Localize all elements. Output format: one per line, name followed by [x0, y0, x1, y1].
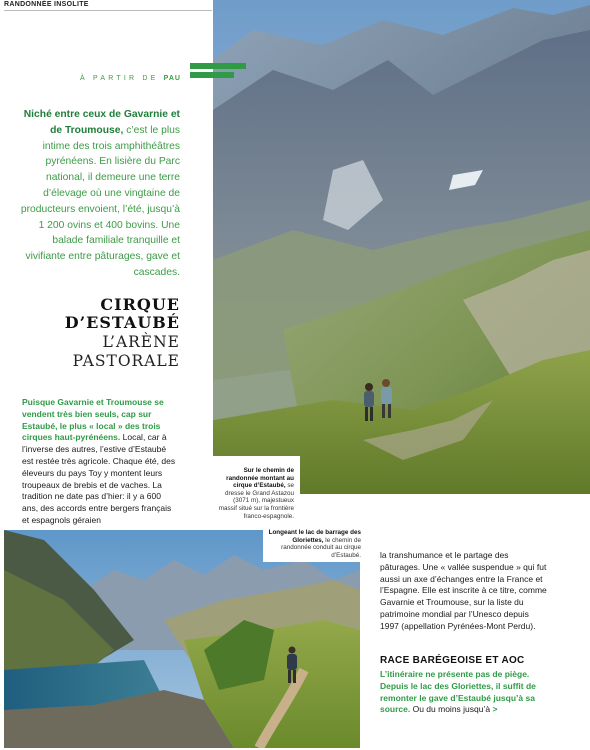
kicker-place: PAU: [163, 75, 181, 82]
lake-caption: [263, 526, 365, 562]
body3-text: Ou du moins jusqu’à: [410, 704, 491, 715]
section-subhead: RACE BARÉGEOISE ET AOC: [380, 655, 525, 666]
body1-text: Local, car à l’inverse des autres, l’estive d’Estaubé est restée très agricole. Chaque été, des éleveurs du pays Toy y montent leurs troupeaux de brebis et de vaches. La tradition ne date pas d’hier: il y a 600 ans, des accords entre bergers français et espagnols géraien: [22, 432, 176, 525]
hero-caption: [213, 456, 300, 528]
body-paragraph-3: [380, 669, 552, 716]
title-line-3: L’ARÈNE: [102, 333, 180, 351]
intro-text: c’est le plus intime des trois amphithéâtres pyrénéens. En lisière du Parc national, il demeure une terre d’élevage où une vingtaine de producteurs envoient, l’été, jusqu’à 1 200 ovins et 400 bovins. Une balade familiale tranquille et vivifiante entre pâturages, gave et cascades.: [20, 124, 180, 278]
intro-lead: Niché entre ceux de Gavarnie et de Troumouse,: [23, 109, 180, 136]
body-paragraph-1: [22, 397, 176, 527]
section-rubric: RANDONNÉE INSOLITE: [4, 1, 89, 8]
kicker-prefix: À PARTIR DE: [80, 75, 159, 82]
title-line-4: PASTORALE: [72, 352, 180, 370]
article-title: [20, 296, 180, 370]
body-paragraph-2: la transhumance et le partage des pâturages. Une « vallée suspendue » qui fut aussi un axe d’échanges entre la France et l’Espagne. Elle est inscrite à ce titre, comme Gavarnie et Troumouse, sur la liste du patrimoine mondial par l’Unesco depuis 1997 (appellation Pyrénées-Mont Perdu).: [380, 550, 547, 631]
hero-photo-mountain-hikers: [213, 0, 590, 494]
equals-mark-icon: [190, 63, 248, 85]
title-line-2: D’ESTAUBÉ: [64, 313, 180, 332]
intro-paragraph: [20, 107, 180, 281]
caption1-lead: Sur le chemin de randonnée montant au cirque d’Estaubé,: [226, 467, 294, 490]
caption2-text: le chemin de randonnée conduit au cirque d’Estaubé.: [281, 536, 361, 559]
caption2-lead: Longeant le lac de barrage des Gloriettes,: [268, 529, 361, 544]
lake-trail-photo: [4, 530, 360, 748]
location-kicker: [80, 75, 181, 82]
body3-lead: L’itinéraire ne présente pas de piège. Depuis le lac des Gloriettes, il suffit de remonter le gave d’Estaubé jusqu’à sa source.: [380, 669, 536, 715]
continue-arrow-icon: >: [492, 704, 498, 715]
title-line-1: CIRQUE: [100, 295, 180, 314]
rubric-divider: [4, 10, 212, 11]
body1-lead: Puisque Gavarnie et Troumouse se vendent très bien seuls, cap sur Estaubé, le plus « local » des trois cirques haut-pyrénéens.: [22, 397, 164, 443]
caption1-text: se dresse le Grand Astazou (3071 m), majestueux massif situé sur la frontière franco-espagnole.: [218, 482, 294, 520]
